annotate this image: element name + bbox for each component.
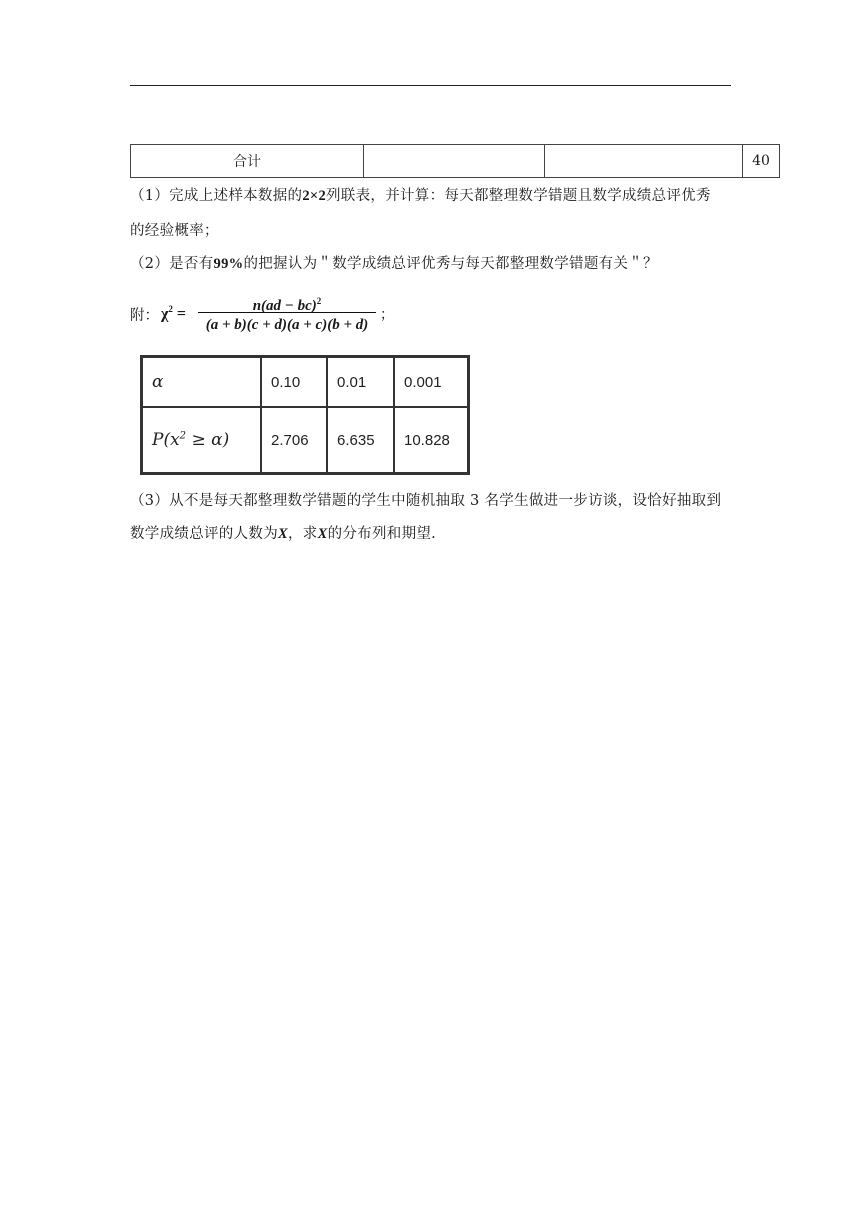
q3-text-mid: ，求 [287, 526, 318, 542]
question-1-line-1 [130, 186, 711, 206]
q1-text-post: 列联表，并计算：每天都整理数学错题且数学成绩总评优秀 [326, 188, 711, 204]
contingency-table-total-row [130, 144, 780, 178]
alpha-cell: 0.01 [327, 357, 394, 408]
critical-value-cell: 2.706 [261, 407, 327, 474]
formula-tail: ； [380, 307, 394, 323]
probability-header-post: ≥ α) [186, 430, 230, 450]
header-rule [130, 85, 731, 86]
q3-variable: X [317, 526, 328, 542]
formula-denominator: (a + b)(c + d)(a + c)(b + d) [205, 317, 369, 333]
alpha-row [142, 357, 469, 408]
formula-lead: 附： [130, 308, 159, 324]
critical-value-row [142, 407, 469, 474]
total-col3-cell [545, 145, 743, 178]
probability-header-pre: P(x [152, 430, 180, 450]
q3-text-post: 的分布列和期望. [327, 526, 437, 542]
chi-exponent: 2 [168, 304, 173, 314]
chi-square-symbol [161, 304, 186, 323]
formula-fraction [196, 290, 378, 335]
q3-variable: X [278, 526, 288, 542]
q1-text-pre: （1）完成上述样本数据的 [130, 188, 303, 204]
probability-header-exponent: 2 [179, 430, 187, 442]
formula-numerator [196, 290, 378, 312]
q2-text-post: 的把握认为＂数学成绩总评优秀与每天都整理数学错题有关＂？ [243, 256, 658, 272]
probability-header [142, 407, 262, 474]
question-3-line-2 [130, 524, 436, 544]
equals-sign: = [172, 305, 187, 323]
total-col2-cell [364, 145, 545, 178]
total-sum-cell: 40 [743, 145, 780, 178]
alpha-header: α [142, 357, 262, 408]
q2-text-pre: （2）是否有 [130, 256, 214, 272]
critical-value-cell: 6.635 [327, 407, 394, 474]
q1-table-size: 2×2 [302, 188, 326, 204]
alpha-cell: 0.10 [261, 357, 327, 408]
q2-confidence: 99% [213, 256, 244, 272]
q3-text-pre: 数学成绩总评的人数为 [130, 526, 278, 542]
alpha-cell: 0.001 [394, 357, 469, 408]
chi-letter: χ [161, 305, 169, 323]
numerator-text: n(ad − bc) [252, 298, 317, 314]
total-label-cell: 合计 [131, 145, 364, 178]
critical-value-cell: 10.828 [394, 407, 469, 474]
critical-value-table [140, 355, 470, 475]
question-3-line-1: （3）从不是每天都整理数学错题的学生中随机抽取 3 名学生做进一步访谈，设恰好抽取到 [130, 493, 722, 509]
numerator-exponent: 2 [316, 296, 322, 306]
question-2 [130, 254, 658, 274]
question-1-line-2: 的经验概率； [130, 223, 219, 239]
